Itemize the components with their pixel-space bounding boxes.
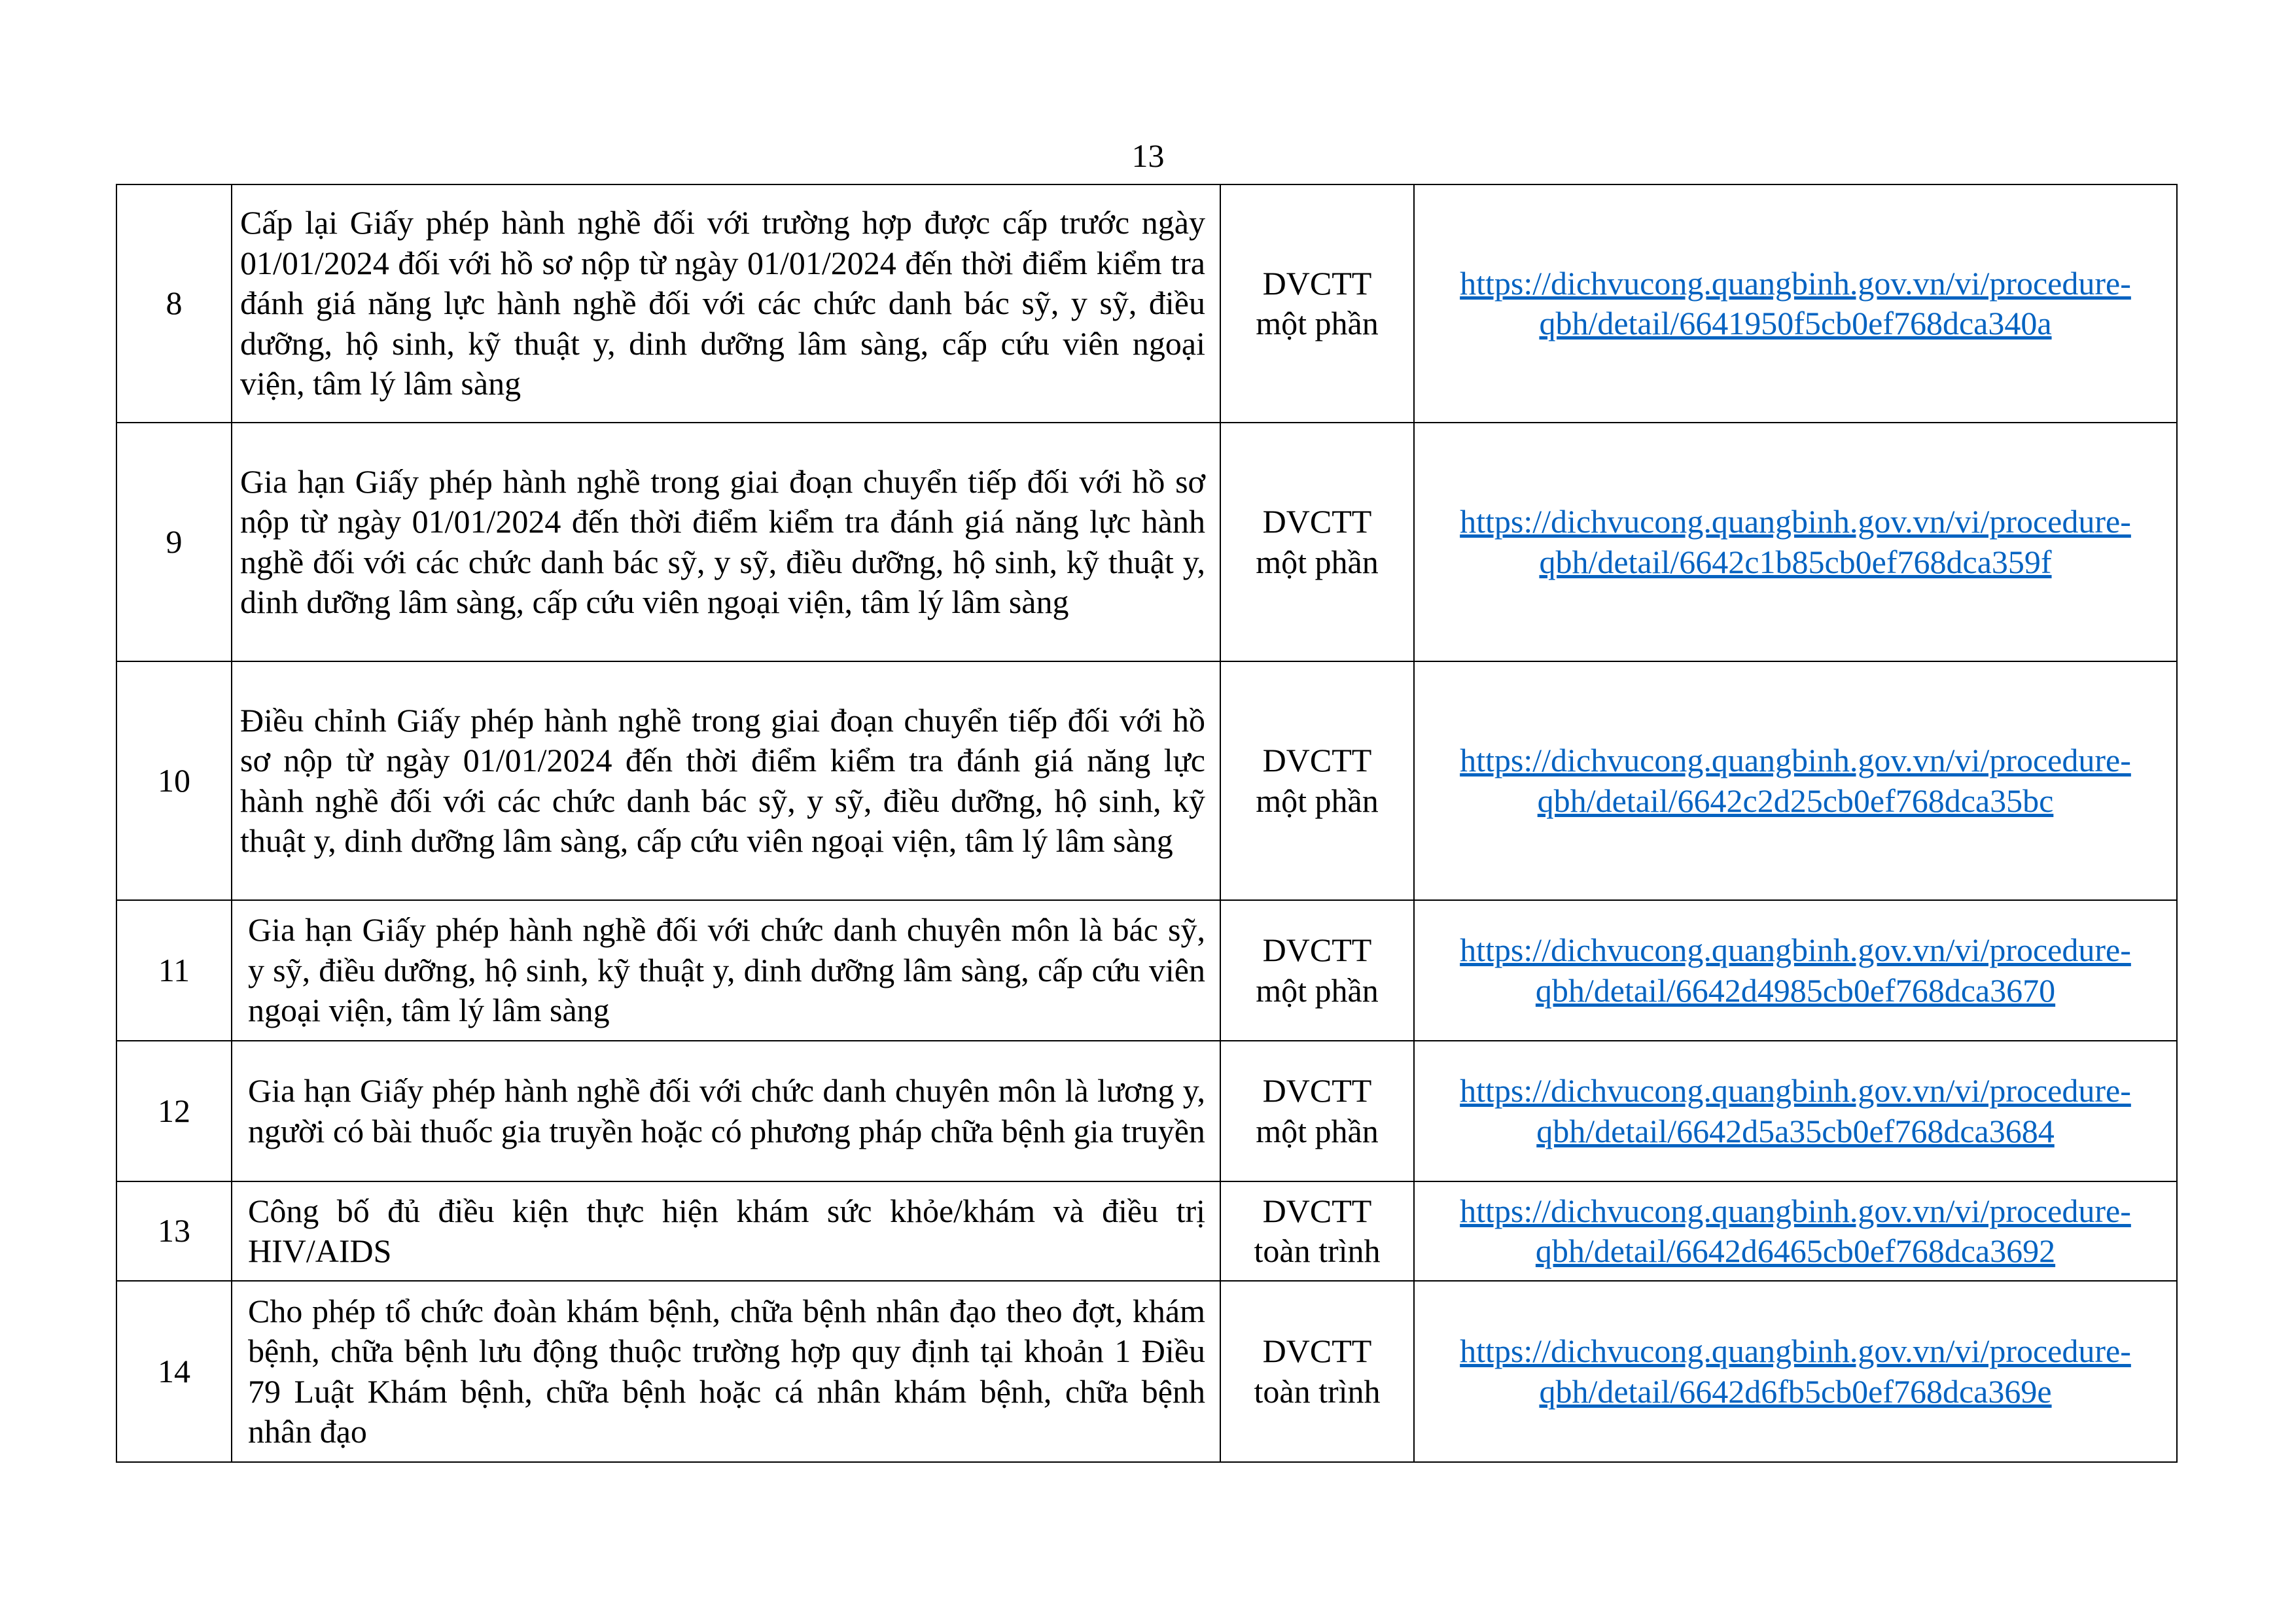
procedure-link-line-1[interactable]: https://dichvucong.quangbinh.gov.vn/vi/procedure-: [1460, 1072, 2131, 1109]
row-number: 13: [116, 1181, 232, 1281]
procedure-link[interactable]: [1415, 741, 2176, 821]
procedure-table: [116, 184, 2178, 1463]
table-row: [116, 1281, 2177, 1462]
procedure-link-cell: [1414, 1181, 2177, 1281]
table-row: [116, 1041, 2177, 1181]
table-row: [116, 900, 2177, 1041]
procedure-name: Công bố đủ điều kiện thực hiện khám sức khỏe/khám và điều trị HIV/AIDS: [232, 1181, 1220, 1281]
procedure-link-line-1[interactable]: https://dichvucong.quangbinh.gov.vn/vi/procedure-: [1460, 503, 2131, 540]
service-level: [1220, 1281, 1414, 1462]
procedure-name: Gia hạn Giấy phép hành nghề đối với chức danh chuyên môn là bác sỹ, y sỹ, điều dưỡng, hộ sinh, kỹ thuật y, dinh dưỡng lâm sàng, cấp cứu viên ngoại viện, tâm lý lâm sàng: [232, 900, 1220, 1041]
procedure-link-cell: [1414, 661, 2177, 900]
procedure-link-line-2[interactable]: qbh/detail/6642c2d25cb0ef768dca35bc: [1537, 782, 2054, 819]
service-level-scope: toàn trình: [1254, 1232, 1381, 1269]
service-level-scope: một phần: [1256, 305, 1379, 341]
table-row: [116, 661, 2177, 900]
service-level-type: DVCTT: [1262, 503, 1372, 540]
procedure-link-line-1[interactable]: https://dichvucong.quangbinh.gov.vn/vi/procedure-: [1460, 742, 2131, 778]
procedure-name: Gia hạn Giấy phép hành nghề đối với chức danh chuyên môn là lương y, người có bài thuốc gia truyền hoặc có phương pháp chữa bệnh gia truyền: [232, 1041, 1220, 1181]
row-number: 10: [116, 661, 232, 900]
procedure-link-line-2[interactable]: qbh/detail/6641950f5cb0ef768dca340a: [1539, 305, 2052, 341]
procedure-link[interactable]: [1415, 502, 2176, 582]
service-level-scope: toàn trình: [1254, 1372, 1381, 1410]
row-number: 11: [116, 900, 232, 1041]
procedure-link-cell: [1414, 1041, 2177, 1181]
procedure-name: Cho phép tổ chức đoàn khám bệnh, chữa bệnh nhân đạo theo đợt, khám bệnh, chữa bệnh lưu động thuộc trường hợp quy định tại khoản 1 Điều 79 Luật Khám bệnh, chữa bệnh hoặc cá nhân khám bệnh, chữa bệnh nhân đạo: [232, 1281, 1220, 1462]
service-level: [1220, 184, 1414, 423]
service-level-type: DVCTT: [1262, 1333, 1372, 1369]
row-number: 12: [116, 1041, 232, 1181]
service-level-scope: một phần: [1256, 782, 1379, 819]
procedure-link-cell: [1414, 1281, 2177, 1462]
page-number: 13: [1131, 137, 1165, 174]
procedure-link-line-2[interactable]: qbh/detail/6642d6465cb0ef768dca3692: [1535, 1232, 2056, 1269]
procedure-link-line-1[interactable]: https://dichvucong.quangbinh.gov.vn/vi/procedure-: [1460, 264, 2131, 302]
procedure-link-line-2[interactable]: qbh/detail/6642d6fb5cb0ef768dca369e: [1539, 1372, 2052, 1410]
service-level-scope: một phần: [1256, 1112, 1379, 1149]
service-level-scope: một phần: [1256, 543, 1379, 580]
procedure-link[interactable]: [1415, 264, 2176, 344]
service-level-type: DVCTT: [1262, 742, 1372, 778]
procedure-link-line-1[interactable]: https://dichvucong.quangbinh.gov.vn/vi/procedure-: [1460, 1333, 2131, 1369]
service-level: [1220, 1041, 1414, 1181]
service-level-type: DVCTT: [1262, 1072, 1372, 1109]
table-row: [116, 1181, 2177, 1281]
procedure-link-line-2[interactable]: qbh/detail/6642d5a35cb0ef768dca3684: [1536, 1112, 2055, 1149]
procedure-link-line-1[interactable]: https://dichvucong.quangbinh.gov.vn/vi/procedure-: [1460, 1192, 2131, 1229]
table-row: [116, 423, 2177, 661]
procedure-link[interactable]: [1415, 1331, 2176, 1412]
procedure-link-cell: [1414, 900, 2177, 1041]
service-level: [1220, 900, 1414, 1041]
service-level: [1220, 661, 1414, 900]
row-number: 9: [116, 423, 232, 661]
procedure-link-cell: [1414, 423, 2177, 661]
row-number: 14: [116, 1281, 232, 1462]
service-level-type: DVCTT: [1262, 932, 1372, 968]
procedure-link[interactable]: [1415, 1071, 2176, 1151]
procedure-link-line-2[interactable]: qbh/detail/6642d4985cb0ef768dca3670: [1535, 971, 2056, 1009]
service-level-type: DVCTT: [1262, 1192, 1372, 1229]
procedure-link-line-1[interactable]: https://dichvucong.quangbinh.gov.vn/vi/procedure-: [1460, 932, 2131, 968]
row-number: 8: [116, 184, 232, 423]
service-level: [1220, 423, 1414, 661]
procedure-name: Điều chỉnh Giấy phép hành nghề trong giai đoạn chuyển tiếp đối với hồ sơ nộp từ ngày 01/01/2024 đến thời điểm kiểm tra đánh giá năng lực hành nghề đối với các chức danh bác sỹ, y sỹ, điều dưỡng, hộ sinh, kỹ thuật y, dinh dưỡng lâm sàng, cấp cứu viên ngoại viện, tâm lý lâm sàng: [232, 661, 1220, 900]
procedure-link-line-2[interactable]: qbh/detail/6642c1b85cb0ef768dca359f: [1539, 543, 2052, 580]
procedure-name: Cấp lại Giấy phép hành nghề đối với trường hợp được cấp trước ngày 01/01/2024 đối với hồ sơ nộp từ ngày 01/01/2024 đến thời điểm kiểm tra đánh giá năng lực hành nghề đối với các chức danh bác sỹ, y sỹ, điều dưỡng, hộ sinh, kỹ thuật y, dinh dưỡng lâm sàng, cấp cứu viên ngoại viện, tâm lý lâm sàng: [232, 184, 1220, 423]
procedure-name: Gia hạn Giấy phép hành nghề trong giai đoạn chuyển tiếp đối với hồ sơ nộp từ ngày 01/01/2024 đến thời điểm kiểm tra đánh giá năng lực hành nghề đối với các chức danh bác sỹ, y sỹ, điều dưỡng, hộ sinh, kỹ thuật y, dinh dưỡng lâm sàng, cấp cứu viên ngoại viện, tâm lý lâm sàng: [232, 423, 1220, 661]
procedure-link-cell: [1414, 184, 2177, 423]
service-level-scope: một phần: [1256, 971, 1379, 1009]
procedure-link[interactable]: [1415, 930, 2176, 1011]
procedure-link[interactable]: [1415, 1191, 2176, 1272]
table-row: [116, 184, 2177, 423]
service-level: [1220, 1181, 1414, 1281]
service-level-type: DVCTT: [1262, 264, 1372, 302]
